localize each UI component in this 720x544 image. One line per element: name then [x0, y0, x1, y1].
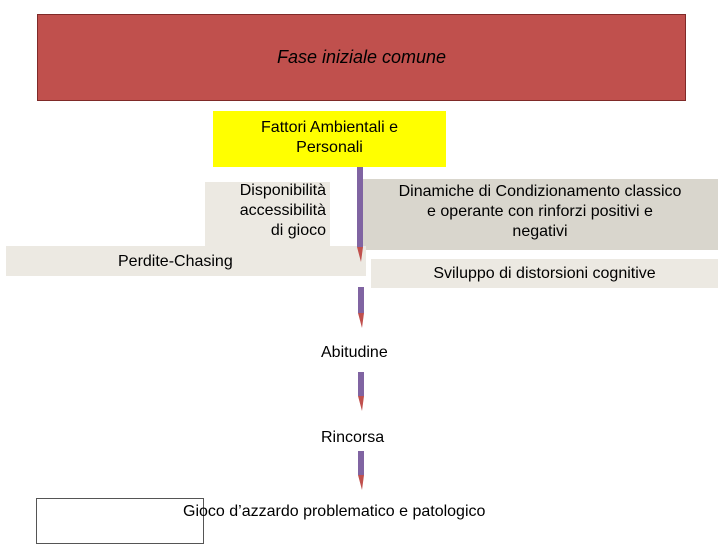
initial-phase-label: Fase iniziale comune	[276, 47, 447, 67]
outline-box	[36, 498, 204, 544]
arrow-3	[358, 372, 364, 411]
chasing-label: Perdite-Chasing	[118, 253, 233, 270]
chase-label: Rincorsa	[321, 429, 385, 446]
conditioning-line2: e operante con rinforzi positivi e	[427, 203, 653, 220]
conditioning-line1: Dinamiche di Condizionamento classico	[398, 183, 682, 200]
availability-line2: accessibilità	[239, 202, 326, 219]
availability-line1: Disponibilità	[239, 182, 326, 199]
arrow-4	[358, 451, 364, 490]
arrow-1	[357, 167, 363, 262]
conditioning-line3: negativi	[512, 223, 568, 240]
factors-label-line1: Fattori Ambientali e	[261, 119, 398, 136]
problem-gambling-label: Gioco d’azzardo problematico e patologico	[183, 503, 486, 520]
cognitive-distortion-label: Sviluppo di distorsioni cognitive	[433, 265, 656, 282]
arrow-2	[358, 287, 364, 328]
habit-label: Abitudine	[321, 344, 388, 361]
availability-line3: di gioco	[270, 222, 326, 239]
factors-label-line2: Personali	[296, 139, 363, 156]
